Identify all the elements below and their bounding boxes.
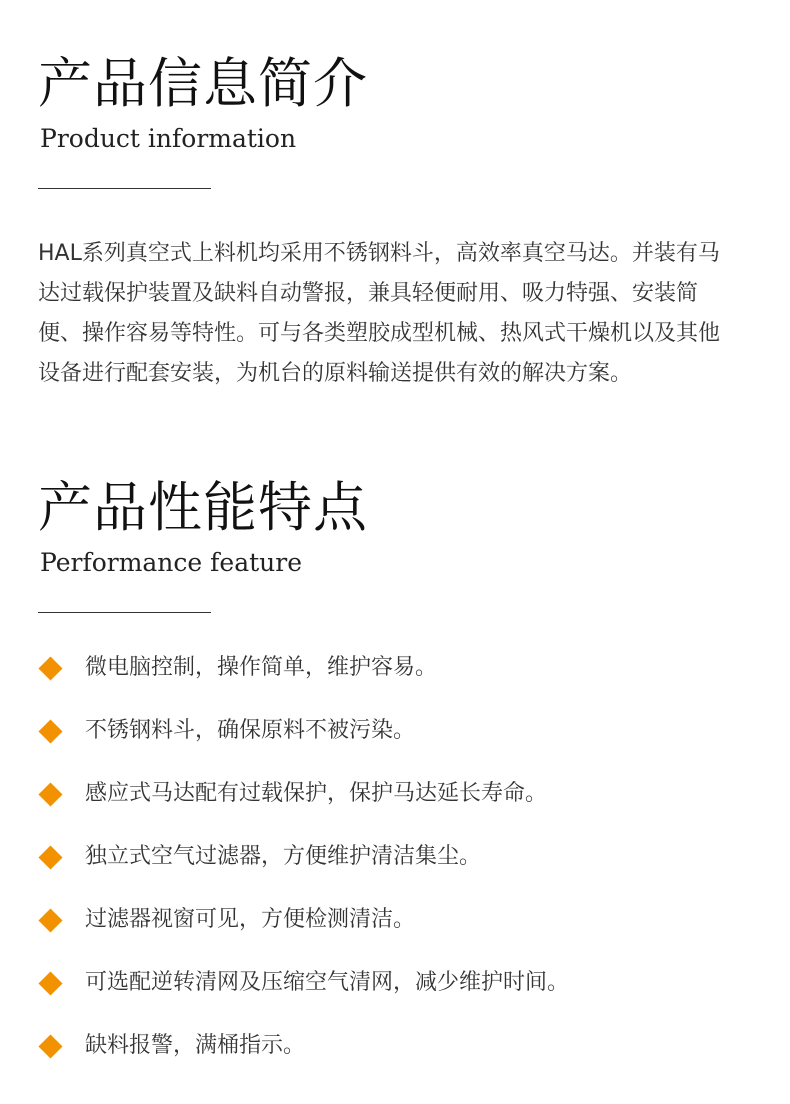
feature-item: [38, 648, 752, 711]
performance-header: [38, 476, 752, 613]
feature-text: 独立式空气过滤器，方便维护清洁集尘。: [85, 844, 482, 869]
orange-diamond-icon: [38, 971, 62, 995]
feature-text: 微电脑控制，操作简单，维护容易。: [85, 655, 438, 680]
feature-list: [38, 648, 752, 1089]
feature-item: [38, 774, 752, 837]
product-info-header: [38, 52, 752, 189]
feature-item: [38, 963, 752, 1026]
orange-diamond-icon: [38, 1034, 62, 1058]
feature-text: 不锈钢料斗，确保原料不被污染。: [85, 718, 416, 743]
feature-text: 可选配逆转清网及压缩空气清网，减少维护时间。: [85, 970, 570, 995]
feature-text: 缺料报警，满桶指示。: [85, 1033, 306, 1058]
feature-text: 过滤器视窗可见，方便检测清洁。: [85, 907, 416, 932]
feature-item: [38, 837, 752, 900]
product-info-subtitle: Product information: [40, 124, 297, 153]
feature-item: [38, 711, 752, 774]
performance-divider: [38, 612, 211, 613]
orange-diamond-icon: [38, 719, 62, 743]
performance-subtitle: Performance feature: [40, 548, 302, 577]
orange-diamond-icon: [38, 845, 62, 869]
orange-diamond-icon: [38, 908, 62, 932]
product-description: HAL系列真空式上料机均采用不锈钢料斗，高效率真空马达。并装有马达过载保护装置及缺料自动警报，兼具轻便耐用、吸力特强、安装简便、操作容易等特性。可与各类塑胶成型机械、热风式干燥机以及其他设备进行配套安装，为机台的原料输送提供有效的解决方案。: [38, 241, 721, 386]
product-info-title: 产品信息简介: [38, 52, 368, 115]
product-info-divider: [38, 188, 211, 189]
orange-diamond-icon: [38, 656, 62, 680]
orange-diamond-icon: [38, 782, 62, 806]
feature-text: 感应式马达配有过载保护，保护马达延长寿命。: [85, 781, 548, 806]
performance-title: 产品性能特点: [38, 476, 368, 539]
feature-item: [38, 1026, 752, 1089]
feature-item: [38, 900, 752, 963]
